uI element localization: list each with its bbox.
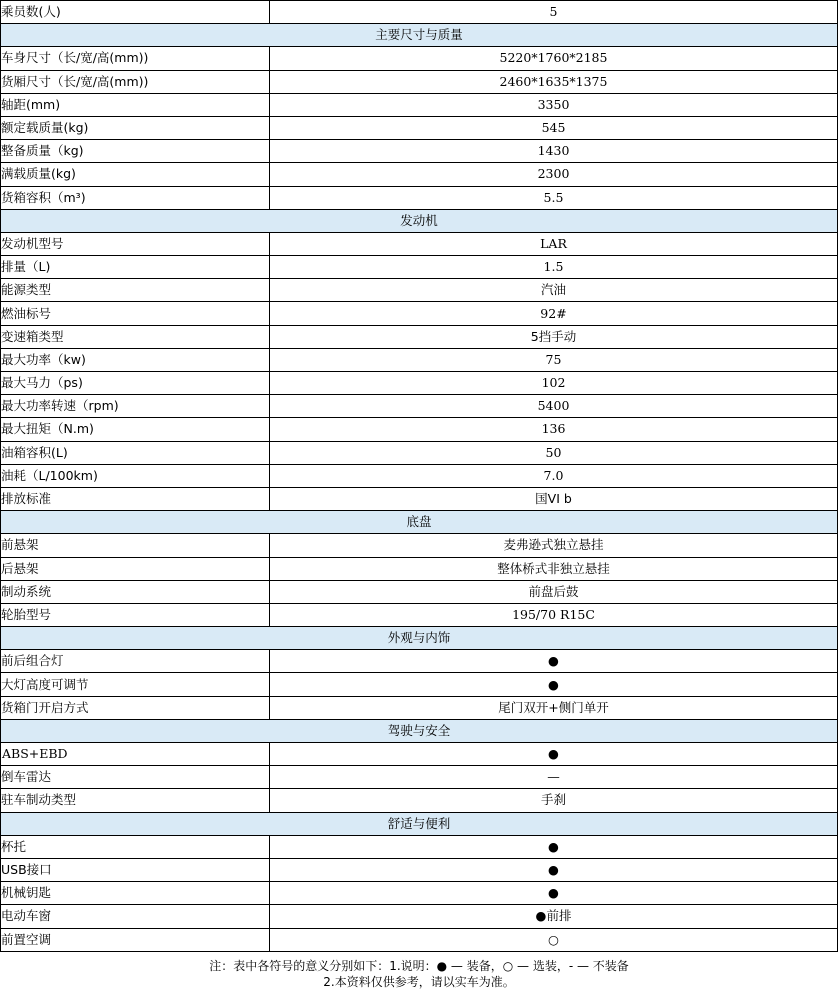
spec-label: 燃油标号: [1, 302, 270, 325]
spec-row: [1, 789, 838, 812]
footnote-line-1: 注：表中各符号的意义分别如下：1.说明：● — 装备，○ — 选装，- — 不装备: [209, 958, 629, 973]
spec-label: 前置空调: [1, 928, 270, 951]
spec-row: [1, 534, 838, 557]
spec-label: 驻车制动类型: [1, 789, 270, 812]
spec-value: 麦弗逊式独立悬挂: [270, 534, 838, 557]
spec-value: 5: [270, 1, 838, 24]
spec-label: 油箱容积(L): [1, 441, 270, 464]
spec-row: [1, 70, 838, 93]
spec-value: 尾门双开+侧门单开: [270, 696, 838, 719]
spec-row: [1, 93, 838, 116]
spec-row: [1, 232, 838, 255]
spec-row: [1, 186, 838, 209]
spec-value: 195/70 R15C: [270, 603, 838, 626]
spec-row: [1, 882, 838, 905]
spec-row: [1, 256, 838, 279]
spec-value: 1.5: [270, 256, 838, 279]
spec-value: 7.0: [270, 464, 838, 487]
spec-row: [1, 116, 838, 139]
spec-row: [1, 395, 838, 418]
spec-label: 前后组合灯: [1, 650, 270, 673]
spec-label: 乘员数(人): [1, 1, 270, 24]
footnote: [0, 958, 838, 990]
section-header-row: [1, 511, 838, 534]
spec-row: [1, 348, 838, 371]
spec-row: [1, 650, 838, 673]
spec-row: [1, 766, 838, 789]
spec-row: [1, 418, 838, 441]
section-title: 舒适与便利: [1, 812, 838, 835]
spec-label: 发动机型号: [1, 232, 270, 255]
spec-label: 油耗（L/100km): [1, 464, 270, 487]
section-header-row: [1, 812, 838, 835]
spec-label: 电动车窗: [1, 905, 270, 928]
spec-row: [1, 140, 838, 163]
spec-row: [1, 603, 838, 626]
spec-label: 倒车雷达: [1, 766, 270, 789]
spec-label: 机械钥匙: [1, 882, 270, 905]
spec-value: 5挡手动: [270, 325, 838, 348]
spec-label: 后悬架: [1, 557, 270, 580]
spec-value: 75: [270, 348, 838, 371]
spec-label: 最大马力（ps): [1, 372, 270, 395]
spec-label: 大灯高度可调节: [1, 673, 270, 696]
spec-label: 货箱门开启方式: [1, 696, 270, 719]
section-header-row: [1, 627, 838, 650]
spec-row: [1, 1, 838, 24]
spec-value: ●: [270, 650, 838, 673]
spec-value: 5220*1760*2185: [270, 47, 838, 70]
spec-value: —: [270, 766, 838, 789]
spec-row: [1, 47, 838, 70]
spec-row: [1, 743, 838, 766]
spec-value: ●前排: [270, 905, 838, 928]
spec-row: [1, 557, 838, 580]
spec-label: 货箱容积（m³): [1, 186, 270, 209]
footnote-line-2: 2.本资料仅供参考，请以实车为准。: [323, 974, 515, 989]
spec-row: [1, 487, 838, 510]
spec-label: 杯托: [1, 835, 270, 858]
section-title: 主要尺寸与质量: [1, 24, 838, 47]
spec-row: [1, 302, 838, 325]
section-header-row: [1, 719, 838, 742]
spec-row: [1, 580, 838, 603]
spec-value: 3350: [270, 93, 838, 116]
spec-label: 最大功率转速（rpm): [1, 395, 270, 418]
spec-label: 车身尺寸（长/宽/高(mm)): [1, 47, 270, 70]
section-title: 驾驶与安全: [1, 719, 838, 742]
spec-value: 5.5: [270, 186, 838, 209]
spec-row: [1, 464, 838, 487]
spec-row: [1, 928, 838, 951]
spec-row: [1, 325, 838, 348]
spec-label: 满载质量(kg): [1, 163, 270, 186]
spec-label: 变速箱类型: [1, 325, 270, 348]
spec-row: [1, 163, 838, 186]
spec-value: ●: [270, 858, 838, 881]
spec-label: 制动系统: [1, 580, 270, 603]
spec-label: 前悬架: [1, 534, 270, 557]
spec-value: 手刹: [270, 789, 838, 812]
section-header-row: [1, 24, 838, 47]
spec-value: 1430: [270, 140, 838, 163]
spec-value: ●: [270, 673, 838, 696]
spec-row: [1, 372, 838, 395]
spec-row: [1, 858, 838, 881]
spec-label: USB接口: [1, 858, 270, 881]
spec-value: 92#: [270, 302, 838, 325]
spec-value: ●: [270, 743, 838, 766]
spec-value: 102: [270, 372, 838, 395]
spec-value: LAR: [270, 232, 838, 255]
spec-value: 50: [270, 441, 838, 464]
spec-label: 排量（L): [1, 256, 270, 279]
spec-value: ○: [270, 928, 838, 951]
spec-value: 国VI b: [270, 487, 838, 510]
section-title: 外观与内饰: [1, 627, 838, 650]
spec-label: 最大功率（kw): [1, 348, 270, 371]
spec-row: [1, 835, 838, 858]
section-title: 发动机: [1, 209, 838, 232]
spec-row: [1, 441, 838, 464]
spec-label: 整备质量（kg): [1, 140, 270, 163]
spec-value: 前盘后鼓: [270, 580, 838, 603]
spec-value: 545: [270, 116, 838, 139]
spec-row: [1, 905, 838, 928]
spec-value: 汽油: [270, 279, 838, 302]
spec-label: 排放标准: [1, 487, 270, 510]
spec-value: 2300: [270, 163, 838, 186]
spec-label: 货厢尺寸（长/宽/高(mm)): [1, 70, 270, 93]
spec-value: 2460*1635*1375: [270, 70, 838, 93]
spec-label: 轮胎型号: [1, 603, 270, 626]
spec-value: 整体桥式非独立悬挂: [270, 557, 838, 580]
spec-label: 能源类型: [1, 279, 270, 302]
spec-table-body: [1, 1, 838, 952]
section-header-row: [1, 209, 838, 232]
spec-value: ●: [270, 835, 838, 858]
spec-label: ABS+EBD: [1, 743, 270, 766]
section-title: 底盘: [1, 511, 838, 534]
spec-value: 136: [270, 418, 838, 441]
spec-value: ●: [270, 882, 838, 905]
spec-row: [1, 279, 838, 302]
spec-row: [1, 696, 838, 719]
spec-value: 5400: [270, 395, 838, 418]
spec-label: 最大扭矩（N.m): [1, 418, 270, 441]
spec-label: 额定载质量(kg): [1, 116, 270, 139]
spec-label: 轴距(mm): [1, 93, 270, 116]
spec-row: [1, 673, 838, 696]
